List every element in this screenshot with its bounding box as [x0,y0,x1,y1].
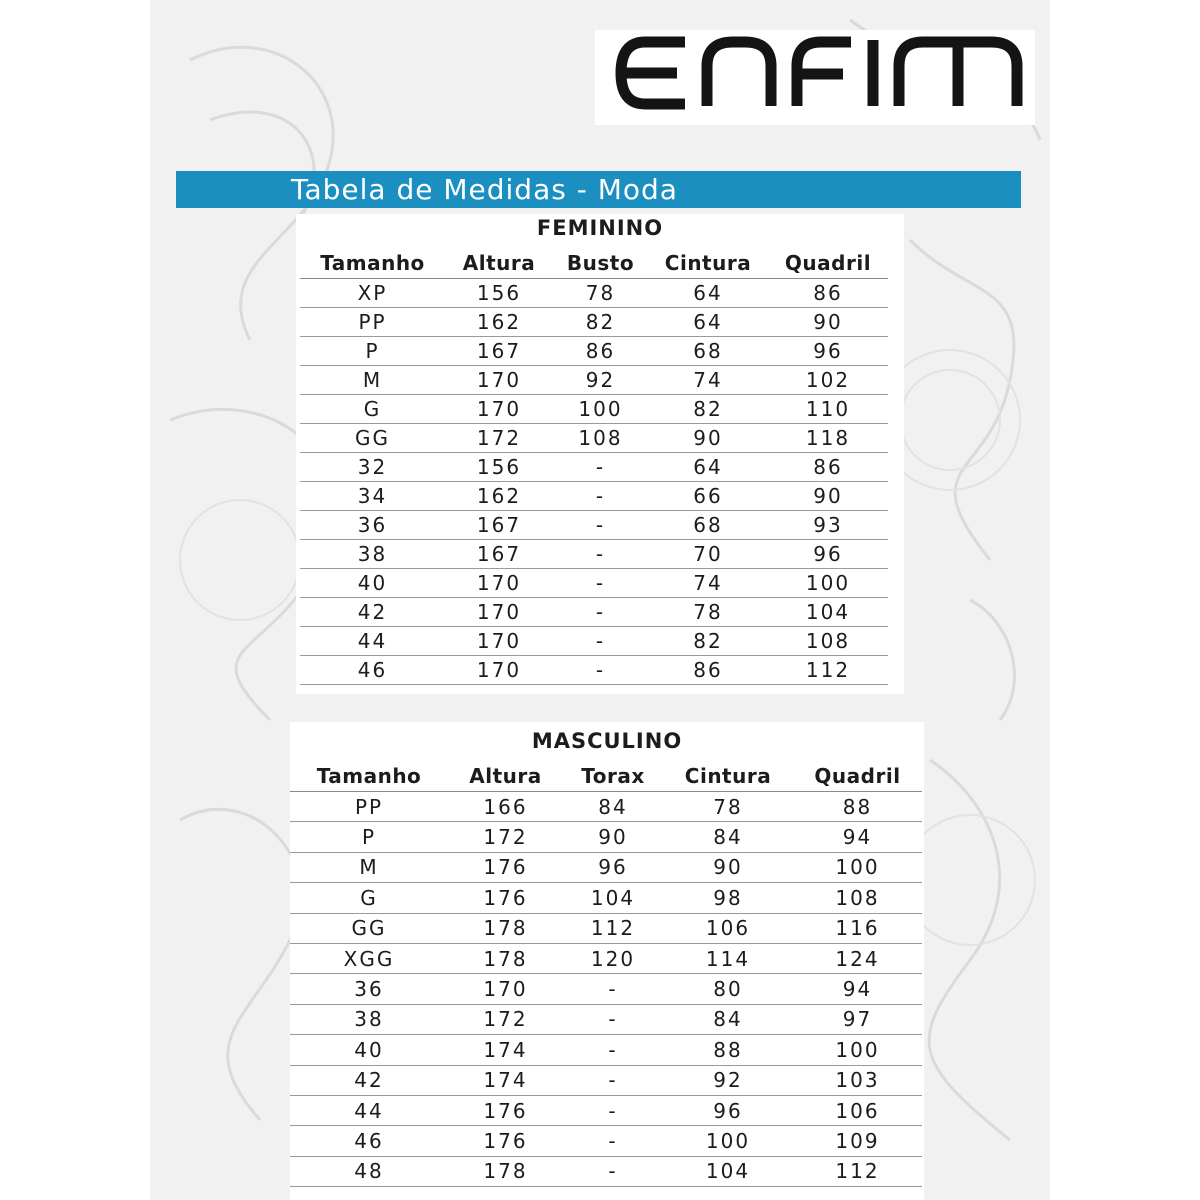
table-row [300,598,888,627]
header-torax: Torax [563,760,663,792]
table-cell: 90 [768,308,888,337]
table-cell: 167 [445,540,553,569]
table-cell: 90 [663,852,793,882]
table-cell: 82 [553,308,648,337]
table-cell: 92 [663,1065,793,1095]
table-cell: 172 [448,822,563,852]
table-row [300,511,888,540]
table-cell: - [563,1095,663,1125]
table-cell: 174 [448,1065,563,1095]
table-row [300,308,888,337]
table-header-row [300,248,888,279]
table-cell: 78 [663,792,793,822]
table-cell: 82 [648,627,768,656]
table-cell: 108 [793,883,922,913]
table-cell: 176 [448,1126,563,1156]
table-cell: 90 [768,482,888,511]
logo-text: ENFIM [615,36,619,37]
table-cell: 82 [648,395,768,424]
table-cell: 166 [448,792,563,822]
table-cell: G [290,883,448,913]
table-cell: 94 [793,822,922,852]
table-cell: 124 [793,943,922,973]
table-cell: 108 [768,627,888,656]
table-cell: 74 [648,366,768,395]
table-cell: 86 [553,337,648,366]
table-cell: 36 [290,974,448,1004]
table-cell: 86 [768,279,888,308]
table-cell: 70 [648,540,768,569]
table-cell: - [563,1035,663,1065]
table-row [290,1156,922,1186]
table-cell: 156 [445,453,553,482]
table-cell: 42 [300,598,445,627]
header-quadril: Quadril [793,760,922,792]
table-row [290,913,922,943]
table-cell: 46 [300,656,445,685]
table-cell: P [300,337,445,366]
table-cell: - [563,1004,663,1034]
table-cell: 46 [290,1126,448,1156]
table-cell: 110 [768,395,888,424]
table-cell: 94 [793,974,922,1004]
table-cell: 176 [448,852,563,882]
table-cell: 178 [448,943,563,973]
table-cell: 103 [793,1065,922,1095]
table-cell: 170 [445,366,553,395]
table-cell: 32 [300,453,445,482]
banner-title: Tabela de Medidas - Moda [291,173,678,206]
table-cell: 84 [563,792,663,822]
table-cell: XP [300,279,445,308]
table-cell: 86 [768,453,888,482]
table-row [290,974,922,1004]
table-row [300,395,888,424]
table-row [300,627,888,656]
table-cell: 92 [553,366,648,395]
table-cell: 48 [290,1156,448,1186]
table-cell: 44 [290,1095,448,1125]
table-cell: 114 [663,943,793,973]
table-cell: 36 [300,511,445,540]
masculino-size-table [290,760,922,1187]
table-cell: 42 [290,1065,448,1095]
table-cell: 64 [648,279,768,308]
table-cell: 38 [300,540,445,569]
table-cell: 170 [445,395,553,424]
table-cell: 96 [768,337,888,366]
table-cell: 162 [445,482,553,511]
table-row [290,1004,922,1034]
table-row [290,852,922,882]
table-cell: 174 [448,1035,563,1065]
header-cintura: Cintura [648,248,768,279]
table-cell: - [553,627,648,656]
table-cell: 170 [445,627,553,656]
table-cell: 104 [563,883,663,913]
table-row [290,1035,922,1065]
table-cell: 106 [793,1095,922,1125]
table-cell: 40 [300,569,445,598]
table-cell: 66 [648,482,768,511]
table-cell: M [290,852,448,882]
table-cell: - [553,656,648,685]
header-cintura: Cintura [663,760,793,792]
table-cell: 98 [663,883,793,913]
header-tamanho: Tamanho [290,760,448,792]
table-cell: 100 [663,1126,793,1156]
table-cell: - [553,453,648,482]
table-cell: - [553,540,648,569]
table-cell: 93 [768,511,888,540]
table-cell: - [553,482,648,511]
table-row [290,883,922,913]
header-busto: Busto [553,248,648,279]
table-cell: 96 [663,1095,793,1125]
table-cell: 100 [553,395,648,424]
table-cell: 172 [448,1004,563,1034]
table-cell: 38 [290,1004,448,1034]
table-cell: 74 [648,569,768,598]
table-cell: P [290,822,448,852]
table-cell: 88 [663,1035,793,1065]
table-cell: 44 [300,627,445,656]
table-cell: 78 [553,279,648,308]
table-cell: 96 [768,540,888,569]
table-cell: 178 [448,1156,563,1186]
enfim-logo [615,36,1027,110]
table-cell: 176 [448,883,563,913]
table-cell: 88 [793,792,922,822]
table-cell: - [553,569,648,598]
table-row [290,822,922,852]
table-cell: 116 [793,913,922,943]
table-cell: 100 [793,1035,922,1065]
table-cell: 97 [793,1004,922,1034]
table-cell: 104 [663,1156,793,1186]
table-cell: 80 [663,974,793,1004]
table-row [300,279,888,308]
table-cell: 162 [445,308,553,337]
table-row [300,540,888,569]
table-cell: 170 [445,569,553,598]
table-cell: 167 [445,511,553,540]
header-altura: Altura [445,248,553,279]
table-row [300,569,888,598]
table-cell: GG [290,913,448,943]
table-cell: 104 [768,598,888,627]
table-cell: - [553,598,648,627]
table-cell: 68 [648,511,768,540]
table-row [300,366,888,395]
feminino-size-table [300,248,888,685]
table-row [290,1065,922,1095]
table-cell: 100 [793,852,922,882]
masculino-title: MASCULINO [531,729,683,753]
table-cell: 96 [563,852,663,882]
table-cell: 172 [445,424,553,453]
table-cell: 118 [768,424,888,453]
table-cell: 40 [290,1035,448,1065]
header-tamanho: Tamanho [300,248,445,279]
table-cell: 100 [768,569,888,598]
table-cell: 170 [448,974,563,1004]
table-cell: - [563,1156,663,1186]
table-cell: G [300,395,445,424]
table-cell: GG [300,424,445,453]
table-row [300,337,888,366]
table-cell: 86 [648,656,768,685]
table-cell: 109 [793,1126,922,1156]
table-row [300,482,888,511]
table-cell: 156 [445,279,553,308]
table-cell: 78 [648,598,768,627]
table-cell: 112 [563,913,663,943]
table-cell: 176 [448,1095,563,1125]
table-cell: M [300,366,445,395]
table-cell: 84 [663,1004,793,1034]
table-row [290,1095,922,1125]
table-cell: XGG [290,943,448,973]
table-cell: PP [290,792,448,822]
table-cell: 34 [300,482,445,511]
table-cell: 120 [563,943,663,973]
table-row [300,453,888,482]
table-header-row [290,760,922,792]
table-cell: - [563,974,663,1004]
table-cell: 112 [793,1156,922,1186]
table-row [290,792,922,822]
table-cell: 64 [648,308,768,337]
table-row [290,943,922,973]
feminino-title: FEMININO [536,216,664,240]
table-cell: PP [300,308,445,337]
table-cell: 90 [563,822,663,852]
table-row [300,656,888,685]
table-cell: 106 [663,913,793,943]
header-altura: Altura [448,760,563,792]
table-cell: 64 [648,453,768,482]
table-cell: 170 [445,598,553,627]
table-cell: 170 [445,656,553,685]
table-cell: 84 [663,822,793,852]
table-row [300,424,888,453]
table-cell: 108 [553,424,648,453]
table-cell: 112 [768,656,888,685]
table-cell: 167 [445,337,553,366]
table-row [290,1126,922,1156]
table-cell: - [563,1126,663,1156]
table-cell: 102 [768,366,888,395]
table-cell: 90 [648,424,768,453]
table-cell: - [553,511,648,540]
header-quadril: Quadril [768,248,888,279]
table-cell: 178 [448,913,563,943]
table-cell: 68 [648,337,768,366]
page-banner [176,171,1021,208]
table-cell: - [563,1065,663,1095]
